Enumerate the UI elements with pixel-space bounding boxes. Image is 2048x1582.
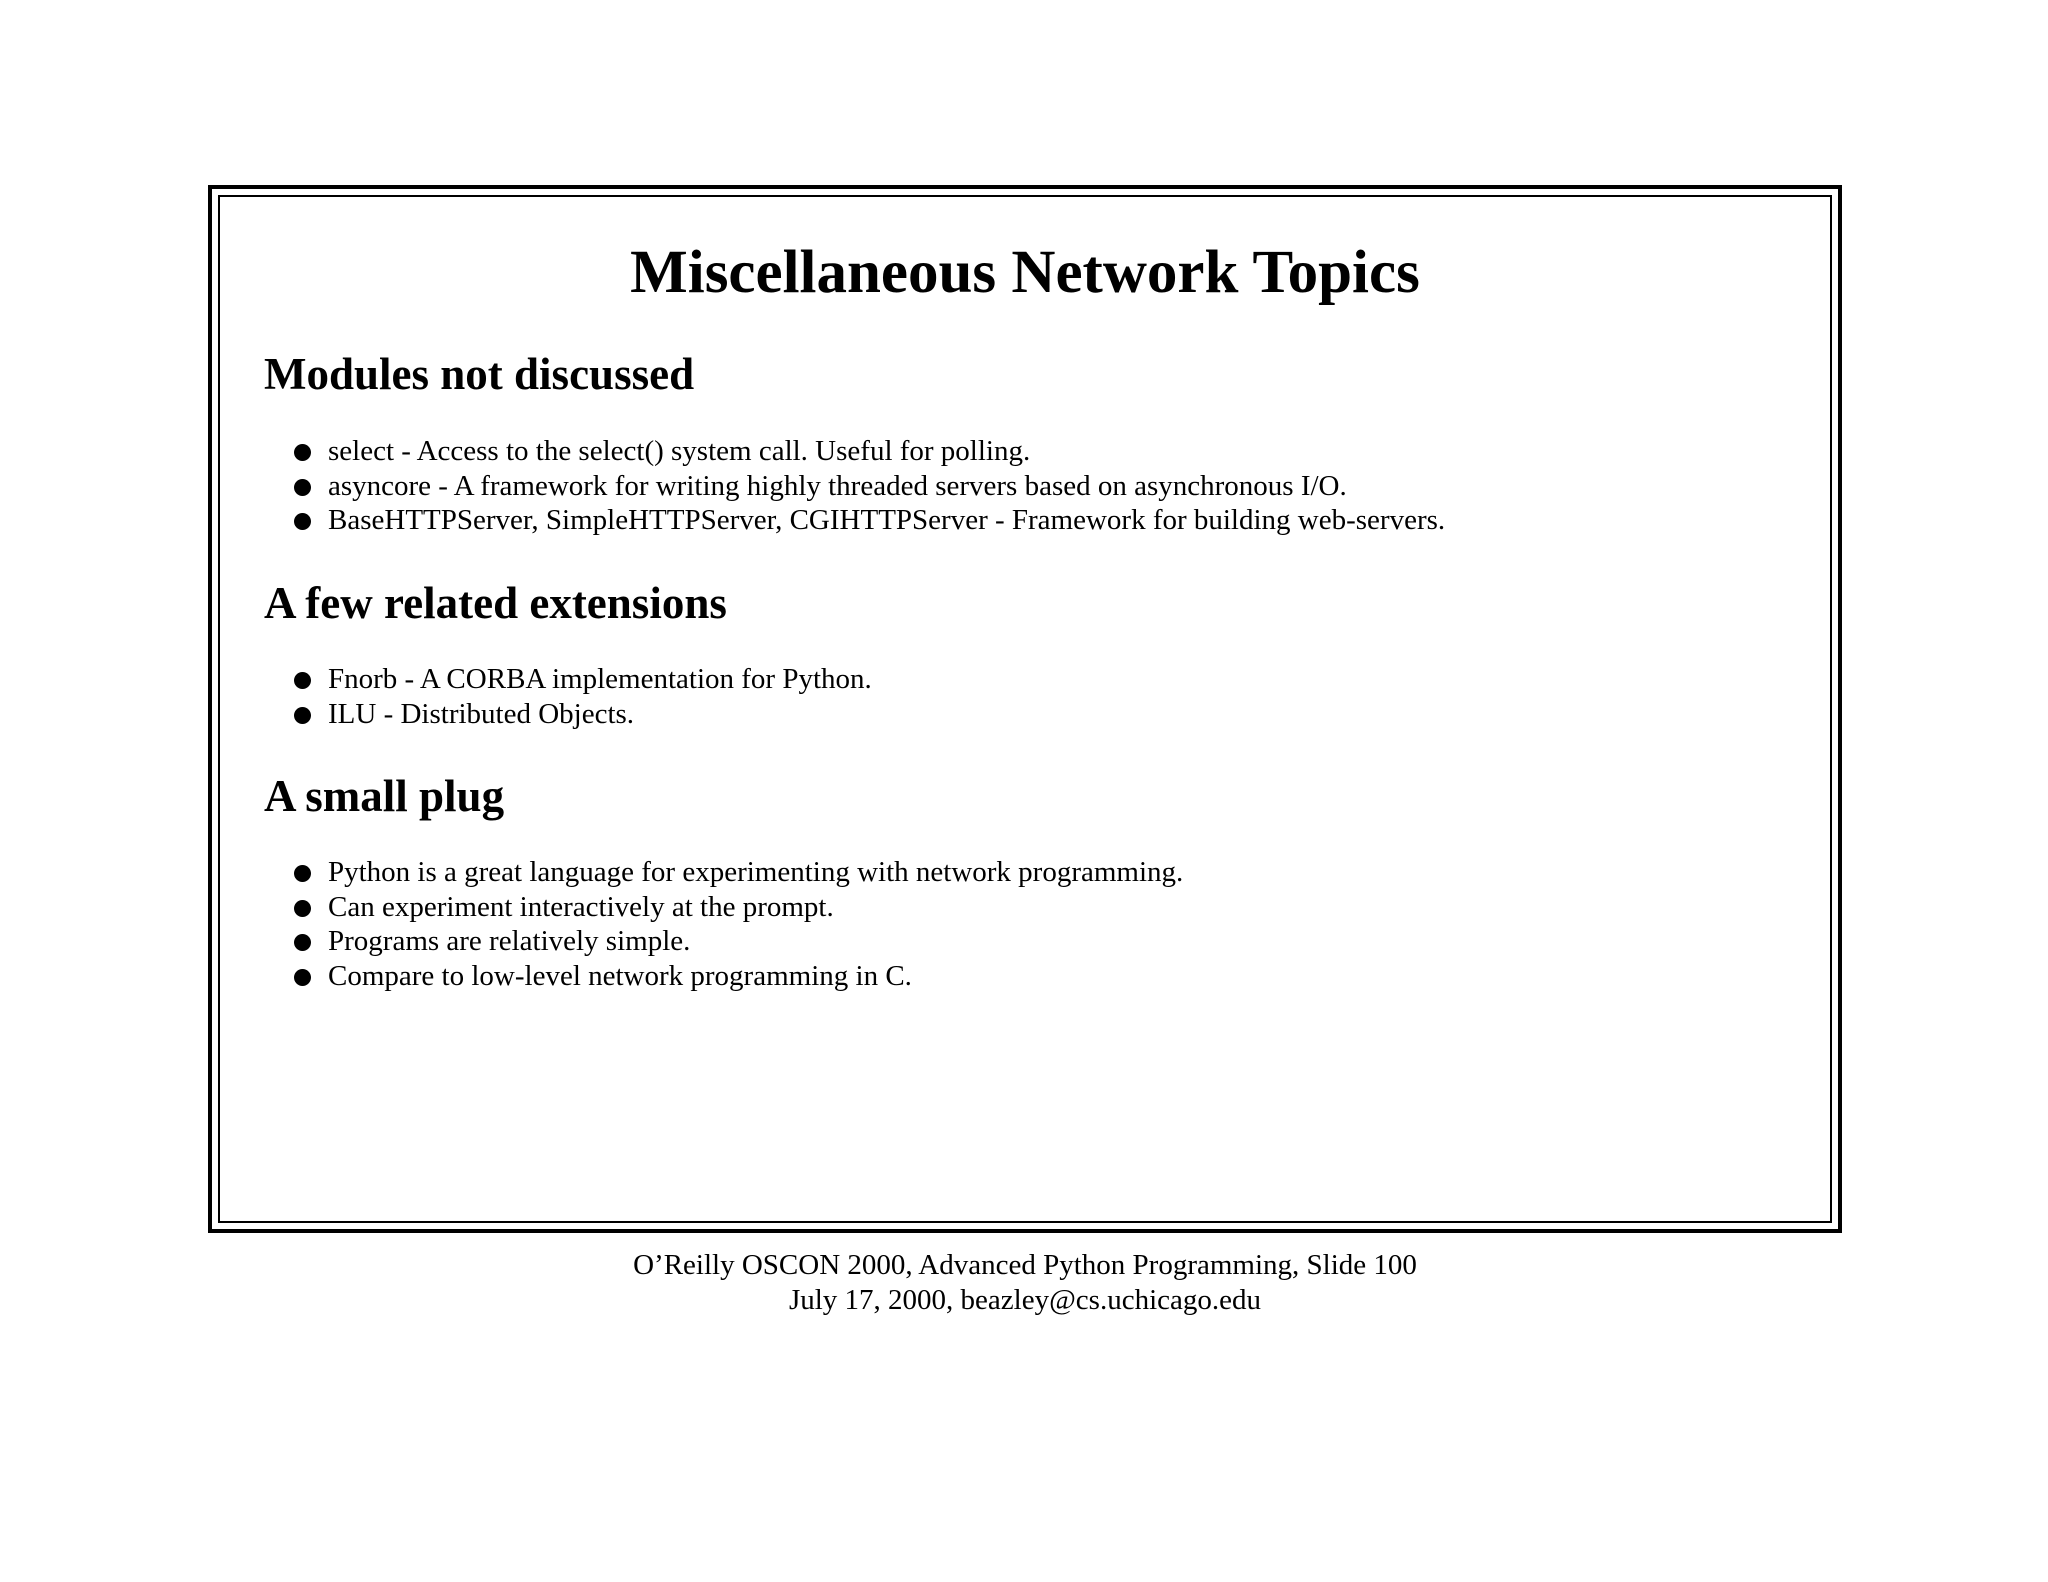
list-item-text: Compare to low-level network programming in C. [328,959,912,992]
list-item-text: BaseHTTPServer, SimpleHTTPServer, CGIHTTPServer - Framework for building web-servers. [328,504,1446,536]
slide-footer [208,1248,1842,1318]
list-item-text: Fnorb - A CORBA implementation for Python. [328,663,872,695]
section-heading-plug: A small plug [264,771,505,821]
bullet-icon [294,865,311,882]
list-item-text: Python is a great language for experimenting with network programming. [328,856,1184,888]
bullet-icon [294,444,311,461]
section-heading-modules: Modules not discussed [264,349,695,399]
list-item-text: asyncore - A framework for writing highly threaded servers based on asynchronous I/O. [328,469,1347,502]
bullet-icon [294,672,311,689]
slide-content [218,195,1832,1223]
list-item-text: select - Access to the select() system call. Useful for polling. [328,435,1031,467]
bullet-icon [294,900,311,917]
bullet-icon [294,513,311,530]
bullet-icon [294,969,311,986]
list-item-text: Can experiment interactively at the prompt. [328,890,834,923]
footer-line-2: July 17, 2000, beazley@cs.uchicago.edu [788,1284,1262,1316]
list-item-text: ILU - Distributed Objects. [328,697,635,730]
section-heading-extensions: A few related extensions [264,578,727,628]
list-item-text: Programs are relatively simple. [328,925,691,957]
slide-title: Miscellaneous Network Topics [630,239,1420,306]
bullet-icon [294,479,311,496]
footer-line-1: O’Reilly OSCON 2000, Advanced Python Programming, Slide 100 [633,1249,1417,1281]
bullet-icon [294,707,311,724]
slide-frame [208,185,1842,1233]
bullet-icon [294,934,311,951]
